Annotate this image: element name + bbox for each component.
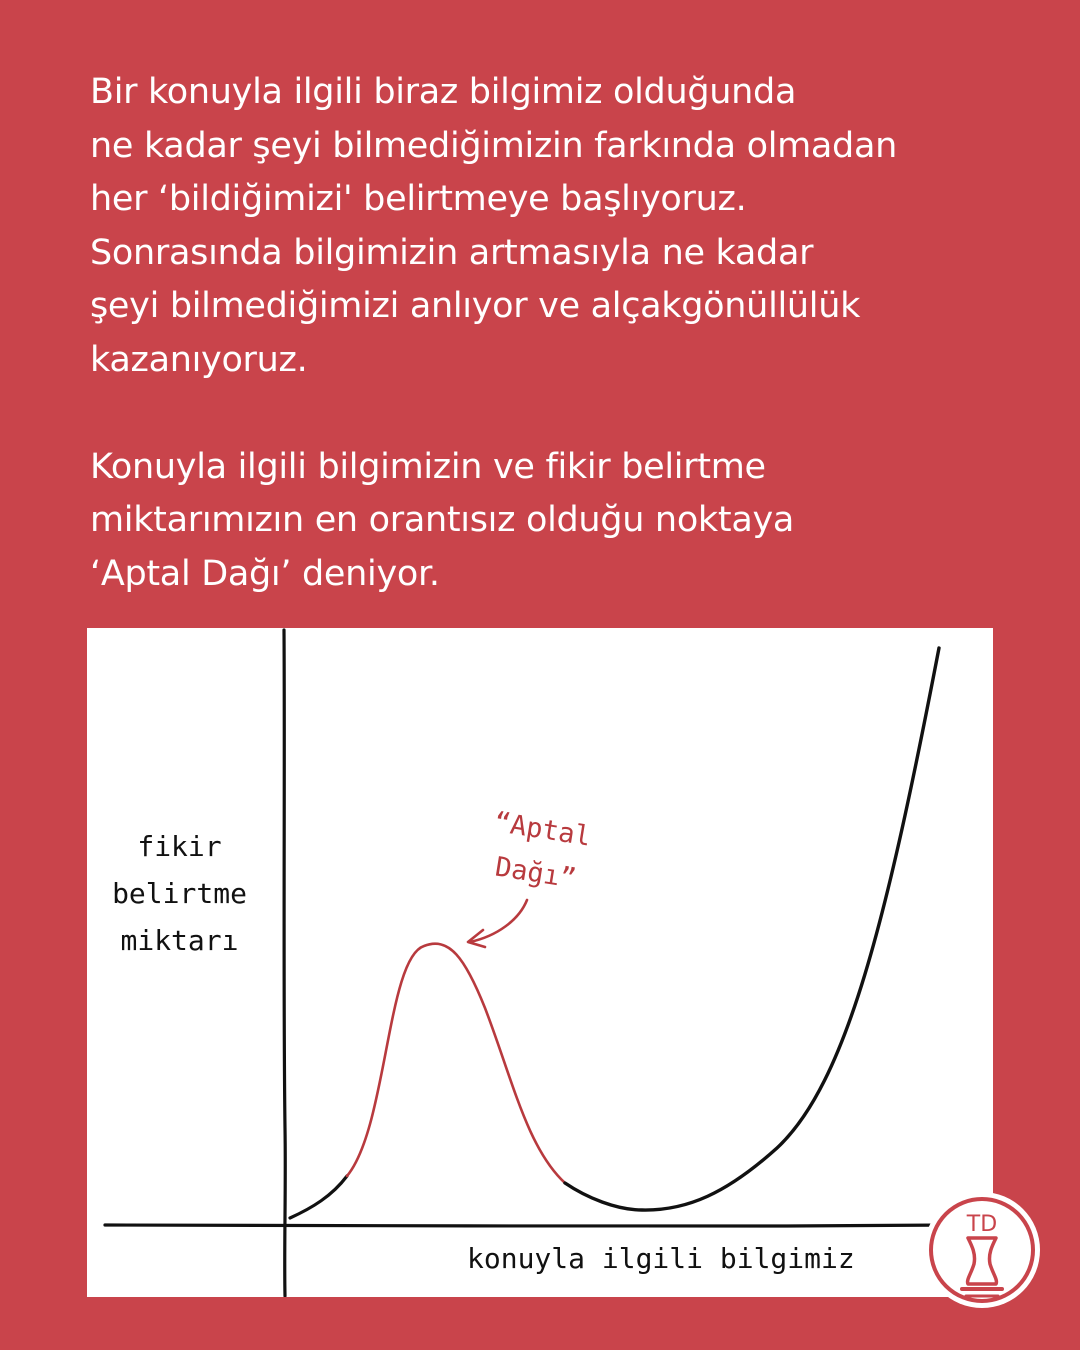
intro-line: her ‘bildiğimizi' belirtmeye başlıyoruz. bbox=[90, 179, 747, 219]
x-axis bbox=[105, 1225, 955, 1226]
annotation-arrow bbox=[470, 900, 527, 942]
intro-line: ‘Aptal Dağı’ deniyor. bbox=[90, 553, 440, 594]
y-axis-label-line: belirtme bbox=[112, 877, 247, 910]
intro-line: ne kadar şeyi bilmediğimizin farkında olmadan bbox=[90, 125, 898, 166]
intro-line: kazanıyoruz. bbox=[90, 339, 308, 380]
curve-rise bbox=[565, 648, 939, 1210]
intro-text bbox=[90, 66, 1030, 601]
curve-peak-highlight bbox=[347, 944, 565, 1183]
curve-start bbox=[290, 1176, 347, 1218]
peak-annotation bbox=[473, 799, 605, 905]
intro-line: Bir konuyla ilgili biraz bilgimiz olduğunda bbox=[90, 72, 797, 112]
intro-line: Sonrasında bilgimizin artmasıyla ne kadar bbox=[90, 232, 814, 273]
intro-line: Konuyla ilgili bilgimizin ve fikir belirtme bbox=[90, 446, 766, 487]
intro-line: şeyi bilmediğimizi anlıyor ve alçakgönüllülük bbox=[90, 286, 861, 326]
y-axis-label-line: fikir bbox=[137, 830, 222, 863]
y-axis-label bbox=[97, 823, 262, 964]
annotation-line: “Aptal bbox=[491, 806, 594, 853]
intro-line: miktarımızın en orantısız olduğu noktaya bbox=[90, 500, 795, 540]
td-logo bbox=[920, 1188, 1044, 1312]
x-axis-label: konuyla ilgili bilgimiz bbox=[467, 1242, 855, 1275]
tea-glass-icon bbox=[920, 1188, 1044, 1312]
annotation-line: Dağı” bbox=[493, 851, 579, 895]
logo-text: TD bbox=[966, 1212, 998, 1237]
paragraph-gap bbox=[90, 387, 1030, 441]
diagram-panel bbox=[87, 628, 993, 1297]
y-axis bbox=[284, 630, 285, 1296]
y-axis-label-line: miktarı bbox=[120, 924, 239, 957]
